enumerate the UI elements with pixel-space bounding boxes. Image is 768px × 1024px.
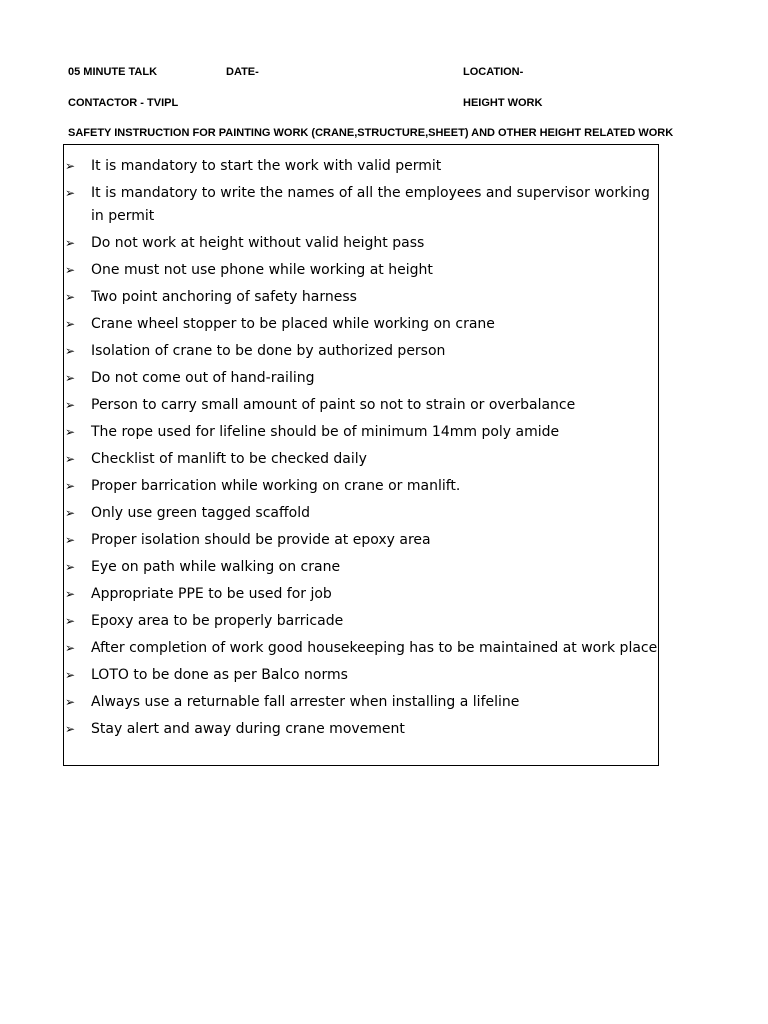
instruction-text: Epoxy area to be properly barricade [91,613,344,629]
instruction-item [64,502,658,525]
instruction-item [64,232,658,255]
arrowhead-bullet-icon: ➢ [65,290,76,304]
instruction-item [64,367,658,390]
instruction-text: Do not work at height without valid height pass [91,235,425,251]
instruction-text: After completion of work good housekeeping has to be maintained at work place [91,640,658,656]
instructions-box [63,144,659,766]
arrowhead-bullet-icon: ➢ [65,263,76,277]
contractor-label: CONTACTOR - TVIPL [68,97,179,109]
instruction-text: Always use a returnable fall arrester when installing a lifeline [91,694,520,710]
instruction-item [64,286,658,309]
instruction-text: Eye on path while walking on crane [91,559,341,575]
instruction-text: Person to carry small amount of paint so not to strain or overbalance [91,397,576,413]
instruction-item [64,637,658,660]
arrowhead-bullet-icon: ➢ [65,317,76,331]
arrowhead-bullet-icon: ➢ [65,614,76,628]
instruction-item [64,475,658,498]
instruction-text: It is mandatory to write the names of all the employees and supervisor working in permit [91,185,650,224]
date-label: DATE- [226,66,259,78]
instruction-item [64,394,658,417]
instruction-text: Only use green tagged scaffold [91,505,310,521]
instruction-item [64,155,658,178]
arrowhead-bullet-icon: ➢ [65,587,76,601]
instruction-text: Two point anchoring of safety harness [91,289,357,305]
instruction-item [64,583,658,606]
arrowhead-bullet-icon: ➢ [65,371,76,385]
instruction-item [64,718,658,741]
arrowhead-bullet-icon: ➢ [65,641,76,655]
instruction-text: Appropriate PPE to be used for job [91,586,332,602]
instruction-item [64,340,658,363]
instruction-item [64,691,658,714]
instruction-text: Proper isolation should be provide at epoxy area [91,532,431,548]
instruction-text: One must not use phone while working at height [91,262,433,278]
instructions-list [64,145,658,741]
instruction-item [64,313,658,336]
arrowhead-bullet-icon: ➢ [65,344,76,358]
document-title: SAFETY INSTRUCTION FOR PAINTING WORK (CRANE,STRUCTURE,SHEET) AND OTHER HEIGHT RELATED WORK [68,127,674,139]
arrowhead-bullet-icon: ➢ [65,186,76,200]
work-type-label: HEIGHT WORK [463,97,543,109]
instruction-item [64,529,658,552]
location-label: LOCATION- [463,66,524,78]
instruction-text: Stay alert and away during crane movement [91,721,405,737]
arrowhead-bullet-icon: ➢ [65,533,76,547]
arrowhead-bullet-icon: ➢ [65,695,76,709]
instruction-text: Isolation of crane to be done by authorized person [91,343,446,359]
instruction-text: The rope used for lifeline should be of minimum 14mm poly amide [91,424,560,440]
arrowhead-bullet-icon: ➢ [65,479,76,493]
instruction-item [64,448,658,471]
arrowhead-bullet-icon: ➢ [65,398,76,412]
arrowhead-bullet-icon: ➢ [65,236,76,250]
instruction-text: Checklist of manlift to be checked daily [91,451,367,467]
instruction-text: Do not come out of hand-railing [91,370,315,386]
arrowhead-bullet-icon: ➢ [65,668,76,682]
arrowhead-bullet-icon: ➢ [65,560,76,574]
instruction-item [64,610,658,633]
instruction-item [64,421,658,444]
instruction-text: Proper barrication while working on crane or manlift. [91,478,461,494]
instruction-item [64,182,658,228]
instruction-text: LOTO to be done as per Balco norms [91,667,348,683]
arrowhead-bullet-icon: ➢ [65,506,76,520]
instruction-item [64,664,658,687]
instruction-item [64,259,658,282]
instruction-text: Crane wheel stopper to be placed while working on crane [91,316,495,332]
arrowhead-bullet-icon: ➢ [65,452,76,466]
talk-label: 05 MINUTE TALK [68,66,158,78]
instruction-text: It is mandatory to start the work with valid permit [91,158,442,174]
arrowhead-bullet-icon: ➢ [65,159,76,173]
arrowhead-bullet-icon: ➢ [65,722,76,736]
arrowhead-bullet-icon: ➢ [65,425,76,439]
instruction-item [64,556,658,579]
